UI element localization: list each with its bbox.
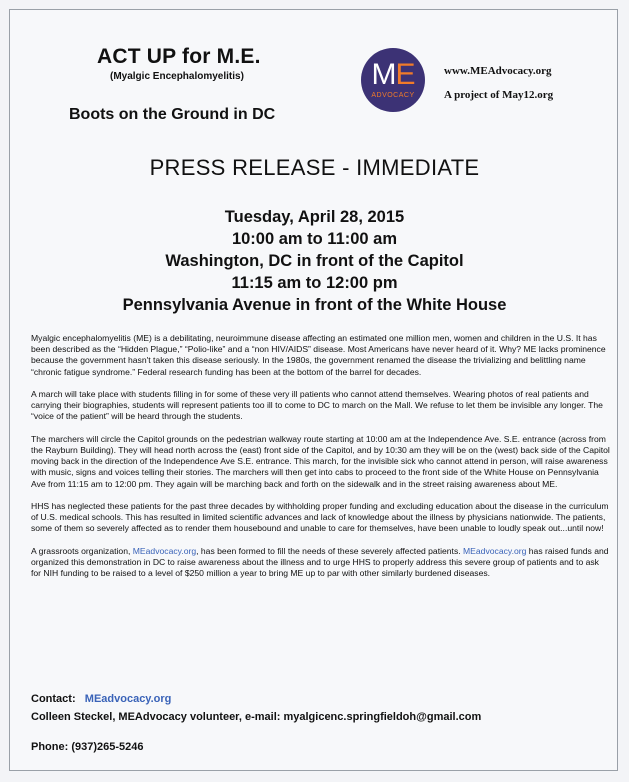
org-subtitle: (Myalgic Encephalomyelitis): [110, 71, 244, 82]
logo-subtext: ADVOCACY: [371, 92, 415, 99]
logo-letters: ME: [371, 58, 415, 91]
event-schedule: [10, 206, 619, 316]
paragraph-organization: A grassroots organization, MEadvocacy.org, has been formed to fill the needs of these severely affected patients. MEadvocacy.org has raised funds and organized this demonstration in DC to raise awareness about the illness and to urge HHS to properly address this severe group of patients and to ask for NIH funding to be raised to a level of $250 million a year to bring ME up to par with other similarly burdened diseases.: [31, 545, 609, 579]
tagline: Boots on the Ground in DC: [69, 106, 276, 123]
meadvocacy-link-2[interactable]: MEadvocacy.org: [463, 545, 527, 556]
schedule-time-2: 11:15 am to 12:00 pm: [231, 274, 398, 292]
website-text: www.MEAdvocacy.org: [444, 65, 552, 77]
contact-person: Colleen Steckel, MEAdvocacy volunteer, e-mail: myalgicenc.springfieldoh@gmail.com: [31, 711, 482, 723]
project-text: A project of May12.org: [444, 89, 554, 101]
schedule-location-2: Pennsylvania Avenue in front of the White House: [122, 296, 507, 314]
schedule-location-1: Washington, DC in front of the Capitol: [165, 252, 464, 270]
contact-link[interactable]: MEadvocacy.org: [84, 693, 172, 705]
contact-block: [31, 690, 611, 756]
press-release-page: [9, 9, 618, 771]
press-release-heading: PRESS RELEASE - IMMEDIATE: [149, 155, 480, 180]
press-body: [31, 333, 611, 591]
paragraph-hhs: HHS has neglected these patients for the past three decades by withholding proper funding and excluding education about the disease in the curriculum of U.S. medical schools. This has resulted in limited scientific advances and lack of knowledge about the illness by physicians nationwide. The patients, some of them so severely affected as to render them housebound and unable to care for themselves, have been unable to loudly speak out...until now!: [31, 501, 609, 534]
paragraph-route: The marchers will circle the Capitol grounds on the pedestrian walkway route starting at 10:00 am at the Independence Ave. S.E. entrance (across from the Rayburn Building). They will head north across the (east) front side of the Capitol, and by 10:30 am they will be on the (west) back side of the Capitol moving back in the direction of the Independence Ave S.E. entrance. This march, for the invisible sick who cannot attend in person, will raise awareness with music, signs and voices telling their stories. The marchers will then get into cabs to proceed to the front side of the White House on Pennsylvania Ave from 11:15 am to 12:00 pm. They again will be marching back and forth on the sidewalk and in the street raising awareness about ME.: [31, 433, 610, 489]
me-advocacy-logo: [361, 48, 425, 112]
schedule-time-1: 10:00 am to 11:00 am: [231, 230, 398, 248]
meadvocacy-link[interactable]: MEadvocacy.org: [132, 545, 197, 556]
schedule-date: Tuesday, April 28, 2015: [224, 208, 405, 226]
contact-line: Contact: MEadvocacy.org: [31, 693, 172, 705]
contact-phone: Phone: (937)265-5246: [31, 741, 144, 753]
paragraph-march: A march will take place with students filling in for some of these very ill patients who cannot attend themselves. Wearing photos of real patients and carrying their biographies, students will represent patients too ill to come to DC to march on the Mall. We refuse to let them be invisible any longer. The “voice of the patient” will be heard through the students.: [31, 389, 603, 422]
org-title: ACT UP for M.E.: [97, 45, 261, 68]
paragraph-intro: Myalgic encephalomyelitis (ME) is a debilitating, neuroimmune disease affecting an estimated one million men, women and children in the U.S. It has been described as the “Hidden Plague,” “Polio-like” and a “non HIV/AIDS” disease. Most Americans have never heard of it. Why? ME lacks prominence because the government hasn't taken this disease seriously. In the 1980s, the government renamed the disease the trivializing and belittling name “chronic fatigue syndrome.” Federal research funding has been at the bottom of the barrel for decades.: [31, 333, 606, 377]
